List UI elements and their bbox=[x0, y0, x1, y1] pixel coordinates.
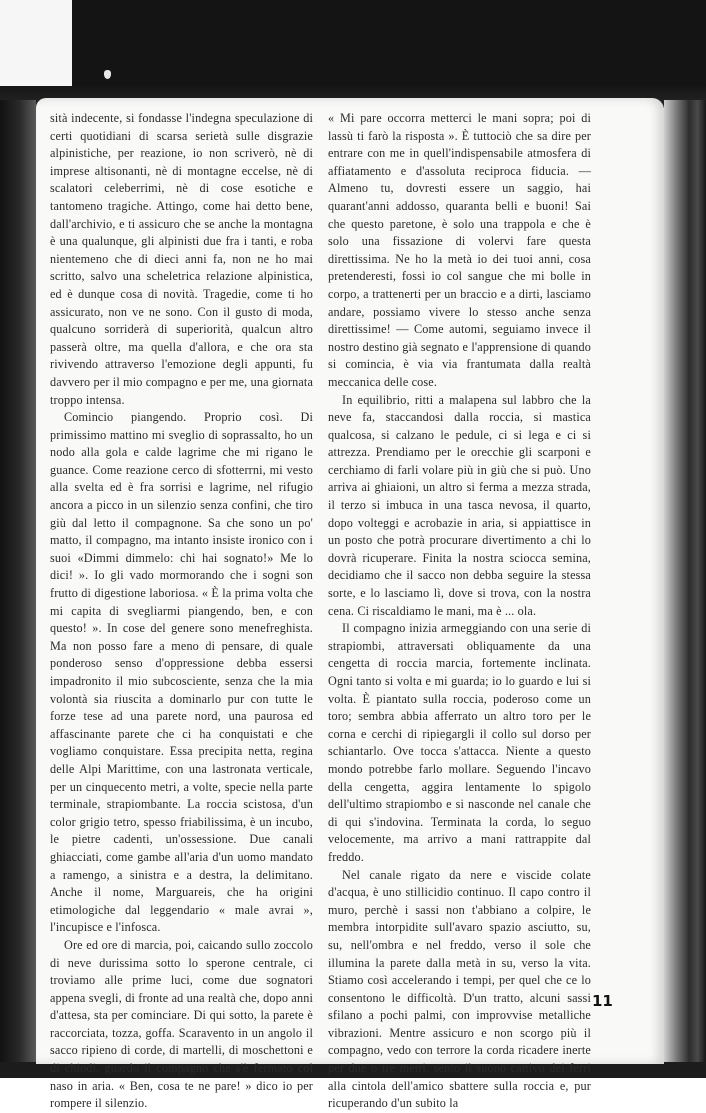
paragraph: In equilibrio, ritti a malapena sul labbro che la neve fa, staccandosi dalla roccia, si mastica qualcosa, si calzano le pedule, ci si lega e ci si attrezza. Prendiamo per le orecchie gli scarponi e cerchiamo di farli volare più in giù che si può. Uno arriva ai ghiaioni, un altro si ferma a mezza strada, il terzo si imbuca in una tasca nevosa, il quarto, dopo volteggi e acrobazie in aria, si appiattisce in un posto che potrà procurare divertimento a chi lo dovrà ricuperare. Finita la nostra sciocca semina, decidiamo che il sacco non debba seguire la stessa sorte, e lo lasciamo lì, dove si trova, con la nostra cena. Ci riscaldiamo le mani, ma è ... ola. bbox=[328, 392, 591, 618]
paragraph: Il compagno inizia armeggiando con una serie di strapiombi, attraversati obliquamente da una cengetta di roccia marcia, fortemente inclinata. Ogni tanto si volta e mi guarda; io lo guardo e lui si volta. È piantato sulla roccia, poderoso come un toro; sembra abbia afferrato un altro toro per le corna e cerchi di ripiegargli il collo sul dorso per schiantarlo. Ove tocca s'attacca. Niente a questo mondo potrebbe farlo mollare. Seguendo l'incavo della cengetta, aggira lentamente lo spigolo dell'ultimo strapiombo e si nasconde nel canale che di qui s'indovina. Terminata la corda, lo seguo velocemente, ma arrivo a mani rattrappite dal freddo. bbox=[328, 621, 591, 864]
paragraph: sità indecente, si fondasse l'indegna speculazione di certi quotidiani di scarsa serietà sulle disgrazie alpinistiche, per reazione, io non scriverò, nè di imprese altisonanti, nè di montagne eccelse, nè di scalatori celeberrimi, nè di cose esotiche e tantomeno tragiche. Attingo, come hai detto bene, dall'archivio, e ti assicuro che se anche la montagna è una qualunque, gli alpinisti due fra i tanti, e roba nientemeno che di dieci anni fa, non ne ho mai scritto, salvo una scheletrica relazione alpinistica, ed è dunque cosa di novità. Tragedie, come ti ho assicurato, non ve ne sono. Con il gusto di moda, qualcuno sorriderà di superiorità, qualcun altro passerà oltre, ma quella d'allora, e che ora sta rivivendo attraverso l'emozione degli appunti, fu davvero per il mio compagno e per me, una giornata troppo intensa. bbox=[50, 111, 313, 407]
scan-margin-top-left bbox=[0, 0, 72, 86]
right-text-column bbox=[328, 110, 591, 1113]
page-number: 11 bbox=[592, 992, 613, 1010]
paragraph: Comincio piangendo. Proprio così. Di primissimo mattino mi sveglio di soprassalto, ho un nodo alla gola e calde lagrime che mi rigano le guance. Come reazione cerco di sfotterrni, mi vesto alla svelta ed è fra sorrisi e lagrime, nel rifugio ancora a picco in un silenzio senza confini, che tiro giù dal letto il compagnone. Sa che sono un po' matto, il compagno, ma intanto insiste ironico con i suoi «Dimmi dimmelo: chi hai sognato!» Me lo dici! ». Io gli vado mormorando che i sogni son frutto di digestione laboriosa. « È la prima volta che mi capita di svegliarmi piangendo, ben, e con questo! ». In cose del genere sono menefreghista. Ma non posso fare a meno di pensare, di quale ponderoso senso d'oppressione debba essersi impadronito il mio subcosciente, senza che la mia volontà sia riuscita a dominarlo pur con tutte le forze tese ad una parete nord, una paurosa ed affascinante parete che ci ha conquistati e che vogliamo conquistare. Essa precipita netta, regina delle Alpi Marittime, con una lastronata verticale, per un cinquecento metri, a volte, specie nella parte terminale, strapiombante. La roccia scistosa, d'un color grigio tetro, spesso friabilissima, è un incubo, le pietre cadenti, un'ossessione. Due canali ghiacciati, come gambe all'aria d'un uomo mandato a ramengo, a sinistra e a destra, la delimitano. Anche il nome, Marguareis, che ha origini etimologiche dal leggendario « male avrai », l'incupisce e l'infosca. bbox=[50, 410, 313, 935]
paragraph: Nel canale rigato da nere e viscide colate d'acqua, è uno stillicidio continuo. Il capo contro il muro, perchè i sassi non t'abbiano a colpire, le membra intorpidite sull'avaro spazio asciutto, su, su, nell'ombra e nel freddo, verso il sole che illumina la parete dalla metà in su, verso la vita. Stiamo così accelerando i tempi, per quel che ce lo consentono le difficoltà. D'un tratto, alcuni sassi sfilano a pochi palmi, con improvvise metalliche vibrazioni. Mentre assicuro e non scorgo più il compagno, vedo con terrore la corda ricadere inerte per due o tre metri, sento il suono cattivo dei ferri alla cintola dell'amico sbattere sulla roccia e, pur ricuperando d'un subito la bbox=[328, 867, 591, 1111]
paragraph: « Mi pare occorra metterci le mani sopra; poi di lassù ti farò la risposta ». È tuttociò che sa dire per entrare con me in quell'indispensabile atmosfera di affiatamento e d'assoluta reciproca fiducia. — Almeno tu, dovresti essere un saggio, hai quarant'anni addosso, quaranta belli e buoni! Sai che questo paretone, è solo una trappola e che è solo una fissazione di volervi fare questa direttissima. Ne ho la metà io dei tuoi anni, cosa pretenderesti, fossi io col sangue che mi bolle in corpo, a trattenerti per un braccio e a dirti, lasciamo andare, possiamo vivere lo stesso anche senza direttissime! — Come automi, seguiamo invece il nostro destino già segnato e l'apprensione di quando si comincia, è via via frantumata dalla realtà meccanica delle cose. bbox=[328, 111, 591, 389]
bullet-mark bbox=[104, 70, 111, 79]
scan-right-edge bbox=[664, 100, 706, 1078]
scan-left-edge bbox=[0, 100, 36, 1078]
book-page bbox=[36, 98, 664, 1111]
left-text-column bbox=[50, 110, 313, 1113]
paragraph: Ore ed ore di marcia, poi, caicando sullo zoccolo di neve durissima sotto lo sperone centrale, ci troviamo alle prime luci, come due sognatori appena svegli, di fronte ad una realtà che, dopo anni d'attesa, sta per cominciare. Di qui sotto, la parete è raccorciata, tozza, goffa. Scaravento in un angolo il sacco ripieno di corde, di martelli, di moschettoni e di chiodi, guardo il compagno che s'è fermato col naso in aria. « Ben, cosa te ne pare! » dico io per rompere il silenzio. bbox=[50, 937, 313, 1111]
scan-dark-background bbox=[72, 0, 706, 86]
